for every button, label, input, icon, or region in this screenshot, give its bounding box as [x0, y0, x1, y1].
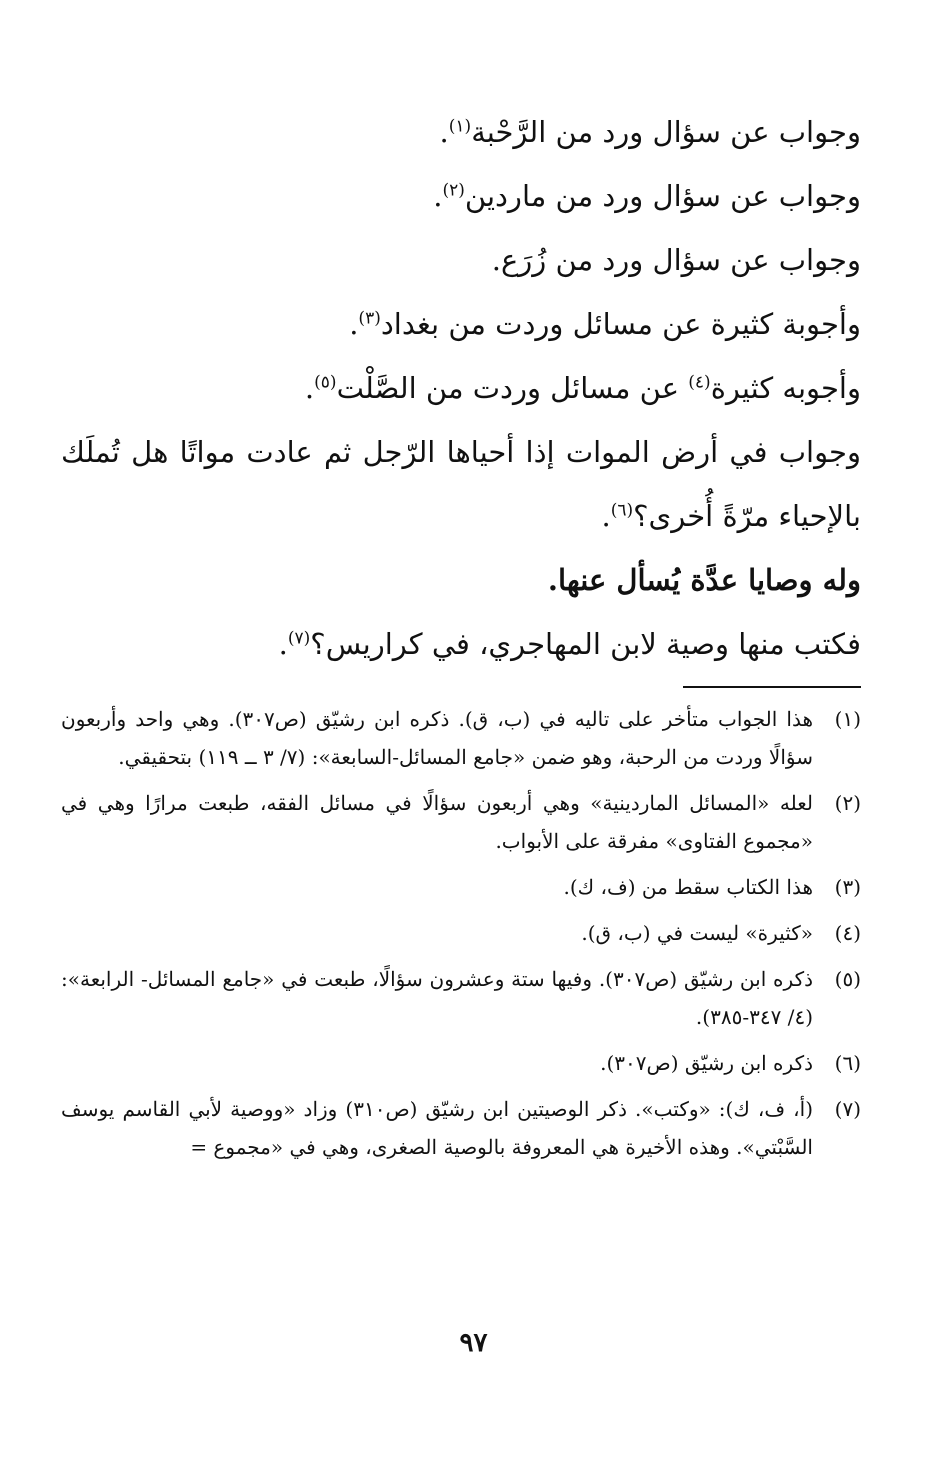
footnote-number: (٧) [834, 1097, 861, 1121]
text-line-5: وأجوبه كثيرة$^{(٤)}$ عن مسائل وردت من الصَّلْت$^{(٥)}$. [304, 371, 861, 405]
footnote-text: (أ، ف، ك): «وكتب». ذكر الوصيتين ابن رشيّق (ص٣١٠) وزاد «ووصية لأبي القاسم يوسف السَّبْتي». وهذه الأخيرة هي المعروفة بالوصية الصغرى، وهي في «مجموع = [61, 1097, 813, 1159]
footnote-5 [61, 960, 861, 1036]
footnote-text: ذكره ابن رشيّق (ص٣٠٧). [600, 1051, 813, 1075]
main-text [61, 100, 861, 676]
text-line-1: وجواب عن سؤال ورد من الرَّحْبة$^{(١)}$. [439, 115, 861, 149]
footnote-number: (٢) [834, 791, 861, 815]
text-line-9: فكتب منها وصية لابن المهاجري، في كراريس؟$^{(٧)}$. [278, 627, 861, 661]
footnote-number: (٣) [834, 875, 861, 899]
footnotes [61, 700, 861, 1174]
footnote-2 [61, 784, 861, 860]
text-line-2: وجواب عن سؤال ورد من ماردين$^{(٢)}$. [433, 179, 861, 213]
footnote-1 [61, 700, 861, 776]
footnote-text: هذا الجواب متأخر على تاليه في (ب، ق). ذكره ابن رشيّق (ص٣٠٧). وهي واحد وأربعون سؤالًا وردت من الرحبة، وهو ضمن «جامع المسائل-السابعة»: (٧/ ٣ ــ ١١٩) بتحقيقي. [61, 707, 813, 769]
footnote-7 [61, 1090, 861, 1166]
footnote-3 [61, 868, 861, 906]
footnote-separator [683, 686, 861, 688]
footnote-4 [61, 914, 861, 952]
footnote-text: لعله «المسائل الماردينية» وهي أربعون سؤالًا في مسائل الفقه، طبعت مرارًا وهي في «مجموع الفتاوى» مفرقة على الأبواب. [61, 791, 813, 853]
footnote-number: (٦) [834, 1051, 861, 1075]
footnote-ref: (٧) [287, 628, 311, 649]
text-line-6: وجواب في أرض الموات إذا أحياها الرّجل ثم عادت مواتًا هل تُملَك [61, 435, 861, 469]
footnote-number: (١) [834, 707, 861, 731]
footnote-text: «كثيرة» ليست في (ب، ق). [581, 921, 813, 945]
footnote-number: (٤) [834, 921, 861, 945]
footnote-ref: (٤) [688, 372, 711, 393]
footnote-text: ذكره ابن رشيّق (ص٣٠٧). وفيها ستة وعشرون سؤالًا، طبعت في «جامع المسائل- الرابعة»: (٤/ ٣٤٧-٣٨٥). [61, 967, 813, 1029]
text-line-4: وأجوبة كثيرة عن مسائل وردت من بغداد$^{(٣)}$. [349, 307, 861, 341]
footnote-ref: (١) [448, 116, 472, 137]
footnote-ref: (٦) [610, 500, 634, 521]
footnote-ref: (٥) [314, 372, 337, 393]
text-line-7: بالإحياء مرّةً أُخرى؟$^{(٦)}$. [601, 499, 861, 533]
footnote-6 [61, 1044, 861, 1082]
footnote-ref: (٣) [358, 308, 381, 329]
footnote-text: هذا الكتاب سقط من (ف، ك). [563, 875, 813, 899]
footnote-number: (٥) [834, 967, 861, 991]
page-number: ٩٧ [459, 1328, 488, 1358]
text-line-3: وجواب عن سؤال ورد من زُرَع. [491, 243, 861, 277]
text-line-8: وله وصايا عدَّة يُسأل عنها. [547, 563, 861, 597]
footnote-ref: (٢) [442, 180, 465, 201]
